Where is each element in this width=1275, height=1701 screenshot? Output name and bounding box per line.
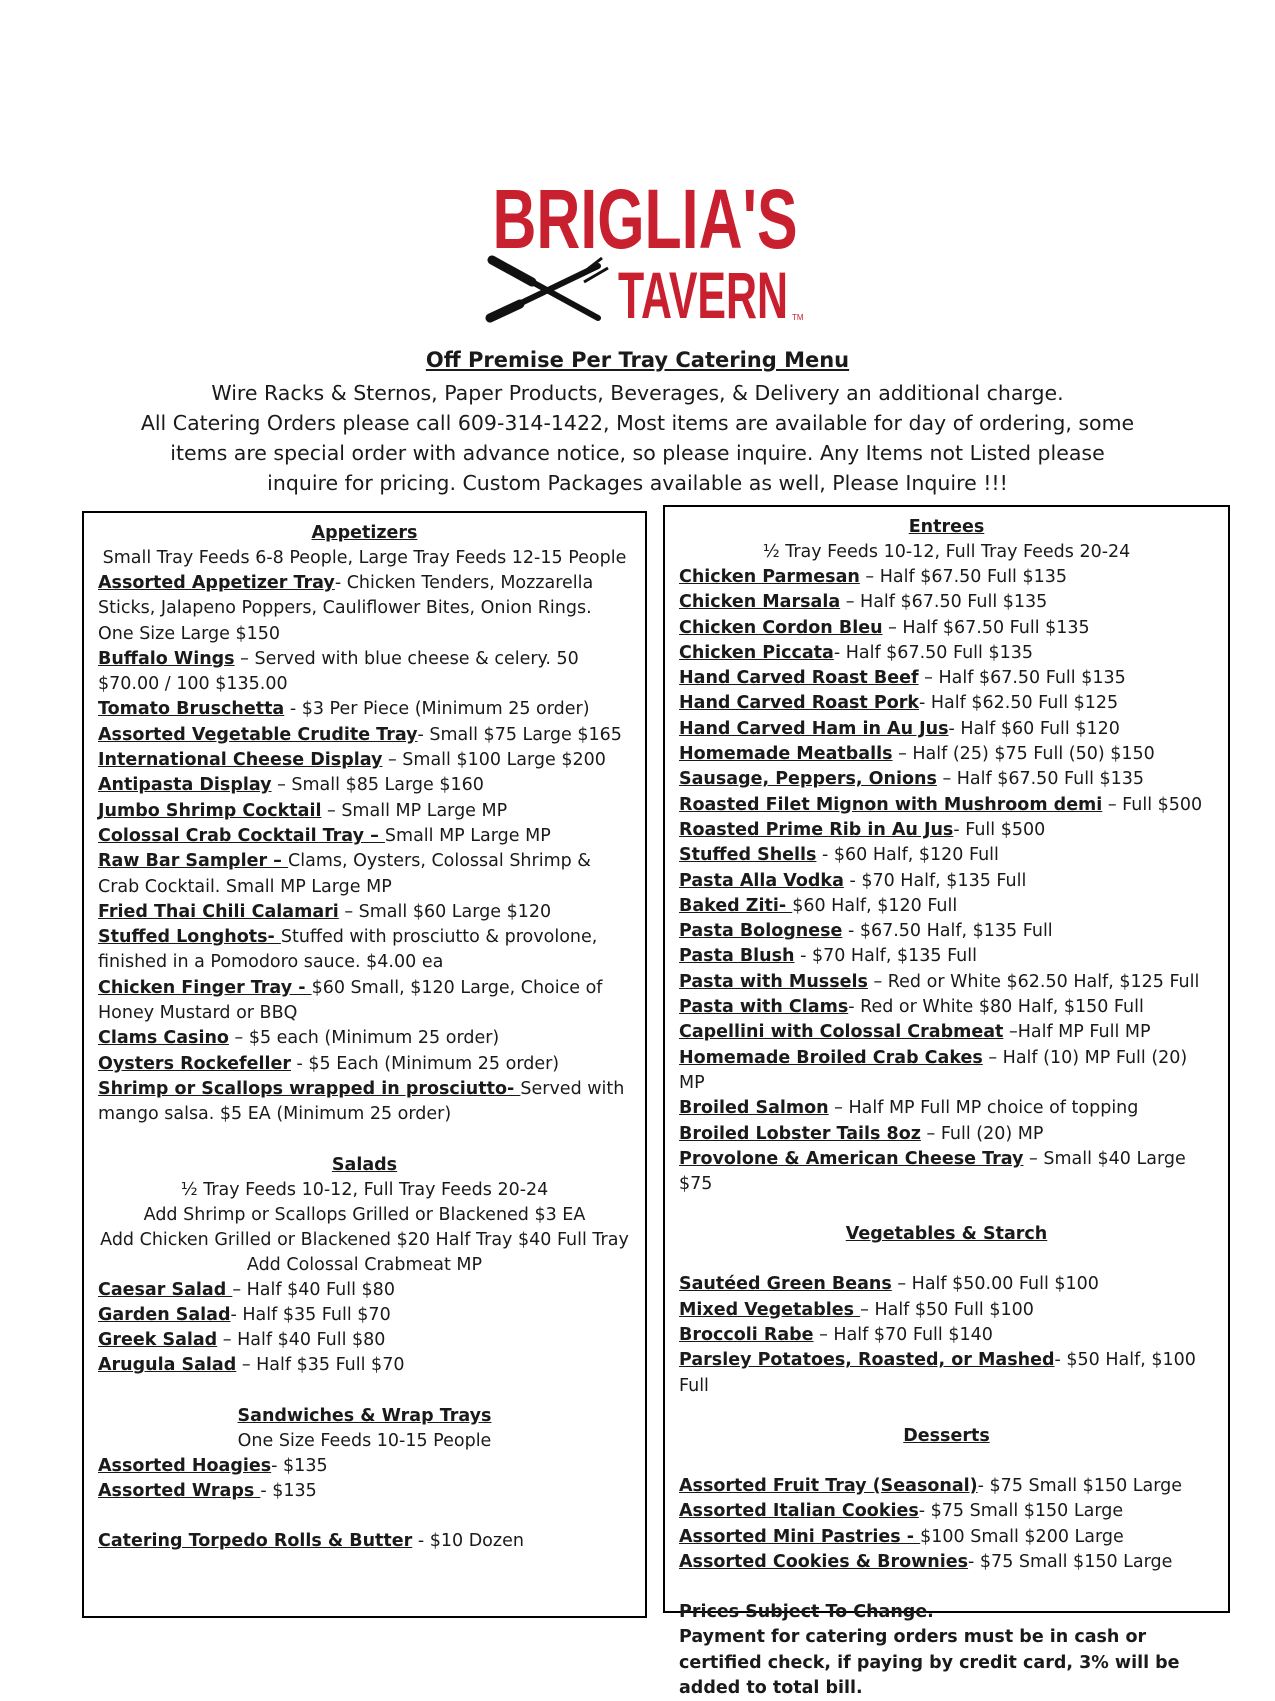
menu-item-name: Fried Thai Chili Calamari	[98, 901, 339, 922]
menu-item	[98, 647, 631, 698]
menu-item-name: Provolone & American Cheese Tray	[679, 1148, 1024, 1169]
menu-item-name: Assorted Mini Pastries -	[679, 1526, 921, 1547]
menu-item	[98, 571, 631, 647]
menu-item	[679, 919, 1214, 944]
menu-item-price: - $75 Small $150 Large	[977, 1475, 1183, 1496]
menu-item-price: – Half $67.50 Full $135	[859, 567, 1068, 587]
vegetables-heading: Vegetables & Starch	[845, 1224, 1048, 1245]
menu-item-name: Chicken Cordon Bleu	[679, 617, 883, 638]
menu-item	[679, 1474, 1214, 1499]
entrees-heading: Entrees	[908, 517, 985, 537]
menu-item	[679, 1046, 1214, 1097]
menu-item-name: Stuffed Shells	[679, 845, 817, 866]
menu-item-price: – Small $40 Large $75	[679, 1148, 1186, 1195]
menu-header	[100, 348, 1175, 498]
logo-text-briglias: BRIGLIA'S	[492, 172, 798, 266]
menu-item	[679, 616, 1214, 641]
menu-item	[98, 1353, 631, 1378]
menu-item-price: – Half $67.50 Full $135	[918, 668, 1126, 689]
menu-item-price: – Half $50 Full $100	[860, 1299, 1034, 1320]
menu-item-price: - $67.50 Half, $135 Full	[842, 921, 1053, 942]
menu-item-name: Arugula Salad	[98, 1355, 237, 1376]
menu-item-name: Catering Torpedo Rolls & Butter	[98, 1531, 413, 1552]
header-line: items are special order with advance notice, so please inquire. Any Items not Listed please	[170, 441, 1105, 465]
menu-item-price: – Half $67.50 Full $135	[936, 769, 1145, 790]
menu-item-name: Hand Carved Roast Beef	[679, 668, 919, 689]
menu-item-name: Shrimp or Scallops wrapped in prosciutto-	[98, 1078, 521, 1099]
menu-item	[679, 1499, 1214, 1524]
menu-item	[98, 1529, 631, 1554]
menu-item	[679, 1323, 1214, 1348]
menu-item-price: – Half $40 Full $80	[217, 1330, 386, 1351]
menu-item-price: - Half $62.50 Full $125	[919, 693, 1119, 714]
appetizers-heading: Appetizers	[311, 523, 418, 543]
menu-item-name: Parsley Potatoes, Roasted, or Mashed	[679, 1350, 1055, 1371]
menu-item-price: – Half (25) $75 Full (50) $150	[892, 744, 1155, 765]
menu-item	[98, 1303, 631, 1328]
menu-item-name: Hand Carved Ham in Au Jus	[679, 718, 949, 739]
sandwiches-list	[98, 1454, 631, 1505]
menu-item-name: Pasta with Mussels	[679, 971, 868, 992]
left-menu-column	[82, 511, 647, 1618]
menu-item-price: - Half $35 Full $70	[230, 1304, 391, 1325]
menu-item	[679, 590, 1214, 615]
desserts-list	[679, 1474, 1214, 1575]
menu-item-name: Pasta Bolognese	[679, 921, 843, 942]
menu-item-name: Assorted Cookies & Brownies	[679, 1551, 969, 1572]
menu-item-price: - Small $75 Large $165	[417, 724, 622, 745]
menu-item	[98, 900, 631, 925]
menu-item-name: Broiled Salmon	[679, 1098, 829, 1119]
menu-item-price: – Red or White $62.50 Half, $125 Full	[867, 971, 1200, 992]
menu-item-price: – $5 each (Minimum 25 order)	[228, 1028, 500, 1049]
menu-item-price: – Half MP Full MP choice of topping	[828, 1098, 1139, 1119]
prices-note: Prices Subject To Change.	[679, 1602, 934, 1623]
menu-item-price: Stuffed with prosciutto & provolone, finished in a Pomodoro sauce. $4.00 ea	[98, 927, 598, 973]
menu-item	[679, 793, 1214, 818]
menu-item-price: – Served with blue cheese & celery. 50 $70.00 / 100 $135.00	[98, 648, 579, 695]
menu-item-name: Oysters Rockefeller	[98, 1053, 291, 1074]
menu-item-price: – Small $60 Large $120	[338, 901, 552, 922]
menu-item-name: Antipasta Display	[98, 775, 272, 796]
menu-item	[679, 666, 1214, 691]
vegetables-list	[679, 1272, 1214, 1398]
menu-item-price: – Half $67.50 Full $135	[840, 592, 1048, 613]
menu-item-name: Mixed Vegetables	[679, 1299, 861, 1320]
menu-item-name: Colossal Crab Cocktail Tray –	[98, 825, 385, 846]
menu-item-price: – Full (20) MP	[920, 1123, 1044, 1144]
menu-item	[98, 748, 631, 773]
menu-item-name: Tomato Bruschetta	[98, 699, 285, 720]
menu-item-name: Caesar Salad	[98, 1279, 233, 1300]
menu-item-price: – Small MP Large MP	[321, 800, 508, 821]
menu-item	[679, 1525, 1214, 1550]
entrees-list	[679, 565, 1214, 1197]
menu-item	[98, 976, 631, 1027]
salads-serving-note: ½ Tray Feeds 10-12, Full Tray Feeds 20-24	[180, 1179, 549, 1200]
menu-item-price: $60 Half, $120 Full	[792, 895, 958, 916]
menu-item	[98, 1479, 631, 1504]
menu-item-price: – Half $35 Full $70	[236, 1355, 405, 1376]
menu-item	[98, 1454, 631, 1479]
menu-item-name: Chicken Finger Tray -	[98, 977, 312, 998]
menu-item	[679, 894, 1214, 919]
menu-item-name: Homemade Broiled Crab Cakes	[679, 1047, 983, 1068]
menu-item	[98, 1052, 631, 1077]
menu-item	[679, 767, 1214, 792]
menu-item-price: - $70 Half, $135 Full	[843, 870, 1027, 891]
menu-item-price: – Small $85 Large $160	[271, 775, 484, 796]
header-line: Wire Racks & Sternos, Paper Products, Beverages, & Delivery an additional charge.	[211, 381, 1064, 405]
menu-item-price: - $10 Dozen	[412, 1531, 524, 1552]
menu-item-price: - $3 Per Piece (Minimum 25 order)	[284, 699, 590, 720]
header-line: inquire for pricing. Custom Packages available as well, Please Inquire !!!	[267, 471, 1008, 495]
menu-item	[679, 1096, 1214, 1121]
menu-item	[679, 970, 1214, 995]
menu-item	[98, 849, 631, 900]
menu-item-name: Capellini with Colossal Crabmeat	[679, 1022, 1004, 1043]
menu-item-name: Pasta Alla Vodka	[679, 870, 844, 891]
desserts-heading: Desserts	[903, 1425, 990, 1446]
menu-item-price: - $70 Half, $135 Full	[794, 946, 977, 967]
menu-item-name: Chicken Marsala	[679, 592, 841, 613]
menu-item	[98, 1077, 631, 1128]
menu-item-name: Stuffed Longhots-	[98, 927, 281, 948]
menu-item-price: - $60 Half, $120 Full	[816, 845, 999, 866]
menu-item	[679, 565, 1214, 590]
menu-item-price: – Half (10) MP Full (20) MP	[679, 1047, 1188, 1093]
salads-addon-note: Add Chicken Grilled or Blackened $20 Half Tray $40 Full Tray	[100, 1229, 629, 1250]
salads-heading: Salads	[331, 1154, 398, 1175]
menu-item-name: Raw Bar Sampler –	[98, 851, 289, 872]
header-line: All Catering Orders please call 609-314-1422, Most items are available for day of ordering, some	[140, 411, 1135, 435]
menu-item-price: - $5 Each (Minimum 25 order)	[290, 1053, 560, 1074]
payment-note: Payment for catering orders must be in cash or certified check, if paying by credit card, 3% will be added to total bill.	[679, 1627, 1180, 1698]
menu-item-name: International Cheese Display	[98, 750, 383, 771]
salads-addon-note: Add Shrimp or Scallops Grilled or Blackened $3 EA	[143, 1204, 586, 1225]
menu-item-price: - $75 Small $150 Large	[968, 1551, 1173, 1572]
menu-item-name: Pasta with Clams	[679, 997, 849, 1018]
briglias-tavern-logo	[480, 170, 810, 330]
menu-item-name: Assorted Vegetable Crudite Tray	[98, 724, 418, 745]
entrees-serving-note: ½ Tray Feeds 10-12, Full Tray Feeds 20-24	[762, 542, 1131, 562]
menu-item	[679, 1550, 1214, 1575]
appetizers-serving-note: Small Tray Feeds 6-8 People, Large Tray Feeds 12-15 People	[102, 548, 627, 568]
menu-item-price: – Half $40 Full $80	[232, 1279, 395, 1300]
menu-item-name: Greek Salad	[98, 1330, 218, 1351]
menu-item-name: Assorted Fruit Tray (Seasonal)	[679, 1475, 978, 1496]
menu-item-name: Broiled Lobster Tails 8oz	[679, 1123, 921, 1144]
menu-item-name: Baked Ziti-	[679, 895, 793, 916]
menu-title: Off Premise Per Tray Catering Menu	[425, 348, 850, 372]
menu-item	[98, 1328, 631, 1353]
menu-item-name: Assorted Italian Cookies	[679, 1501, 919, 1522]
menu-item-name: Jumbo Shrimp Cocktail	[98, 800, 322, 821]
menu-item-price: – Full $500	[1102, 794, 1203, 815]
menu-item-name: Homemade Meatballs	[679, 744, 893, 765]
menu-item-price: – Half $70 Full $140	[813, 1325, 993, 1346]
menu-item-price: Small MP Large MP	[384, 825, 551, 846]
menu-item-name: Assorted Appetizer Tray	[98, 573, 335, 593]
menu-item	[98, 925, 631, 976]
menu-item-name: Hand Carved Roast Pork	[679, 693, 920, 714]
menu-item-name: Assorted Hoagies	[98, 1455, 272, 1476]
menu-item	[98, 1026, 631, 1051]
salads-addon-note: Add Colossal Crabmeat MP	[246, 1254, 483, 1275]
menu-item-price: – Small $100 Large $200	[382, 750, 606, 771]
menu-item-price: - Red or White $80 Half, $150 Full	[848, 997, 1144, 1018]
sandwiches-serving-note: One Size Feeds 10-15 People	[237, 1430, 492, 1451]
menu-item-price: $60 Small, $120 Large, Choice of Honey Mustard or BBQ	[98, 977, 603, 1024]
menu-item-price: Clams, Oysters, Colossal Shrimp & Crab Cocktail. Small MP Large MP	[98, 851, 591, 897]
menu-item	[679, 944, 1214, 969]
menu-item-price: - Chicken Tenders, Mozzarella Sticks, Jalapeno Poppers, Cauliflower Bites, Onion Rings. One Size Large $150	[98, 573, 594, 644]
menu-item-price: – Half $67.50 Full $135	[882, 617, 1090, 638]
menu-item-price: –Half MP Full MP	[1003, 1022, 1151, 1043]
menu-item-price: $100 Small $200 Large	[920, 1526, 1124, 1547]
menu-item-name: Buffalo Wings	[98, 648, 235, 669]
menu-item-name: Roasted Filet Mignon with Mushroom demi	[679, 794, 1103, 815]
menu-item	[98, 1278, 631, 1303]
menu-item	[679, 717, 1214, 742]
salads-list	[98, 1278, 631, 1379]
menu-item-name: Broccoli Rabe	[679, 1325, 814, 1346]
menu-item	[98, 824, 631, 849]
menu-item	[679, 1298, 1214, 1323]
menu-item-name: Clams Casino	[98, 1028, 229, 1049]
right-menu-column	[663, 505, 1230, 1698]
menu-item	[679, 641, 1214, 666]
sandwiches-heading: Sandwiches & Wrap Trays	[237, 1405, 492, 1426]
menu-item-name: Assorted Wraps	[98, 1481, 261, 1502]
menu-item-name: Pasta Blush	[679, 946, 795, 967]
menu-item-price: - $75 Small $150 Large	[918, 1501, 1124, 1522]
logo-graphic	[480, 170, 810, 330]
menu-item-name: Chicken Parmesan	[679, 567, 860, 587]
menu-item-price: - $135	[271, 1455, 328, 1476]
menu-item	[98, 799, 631, 824]
menu-item	[679, 869, 1214, 894]
menu-item	[679, 1348, 1214, 1399]
menu-item-price: Served with mango salsa. $5 EA (Minimum 25 order)	[98, 1078, 625, 1125]
menu-item-price: - $50 Half, $100 Full	[679, 1350, 1196, 1396]
menu-item	[98, 723, 631, 748]
menu-item-price: - Full $500	[953, 819, 1046, 840]
menu-item-price: - Half $60 Full $120	[948, 718, 1120, 739]
menu-item	[679, 1020, 1214, 1045]
menu-item	[679, 742, 1214, 767]
menu-item-name: Roasted Prime Rib in Au Jus	[679, 819, 954, 840]
menu-item	[98, 697, 631, 722]
menu-item-price: - Half $67.50 Full $135	[833, 642, 1033, 663]
menu-item-name: Chicken Piccata	[679, 642, 834, 663]
menu-item	[679, 1147, 1214, 1198]
menu-item-price: - $135	[260, 1481, 317, 1502]
menu-item	[679, 843, 1214, 868]
menu-item	[679, 995, 1214, 1020]
menu-item-name: Sausage, Peppers, Onions	[679, 769, 937, 790]
menu-item	[679, 1122, 1214, 1147]
logo-text-tavern: TAVERN	[618, 258, 788, 330]
menu-item	[679, 1272, 1214, 1297]
menu-item	[98, 773, 631, 798]
menu-item	[679, 691, 1214, 716]
crossed-knife-fork-icon	[490, 258, 608, 318]
appetizers-list	[98, 571, 631, 1128]
menu-item	[679, 818, 1214, 843]
menu-item-price: – Half $50.00 Full $100	[891, 1274, 1099, 1295]
logo-trademark: TM	[792, 313, 804, 322]
menu-item-name: Sautéed Green Beans	[679, 1274, 892, 1295]
menu-item-name: Garden Salad	[98, 1304, 231, 1325]
